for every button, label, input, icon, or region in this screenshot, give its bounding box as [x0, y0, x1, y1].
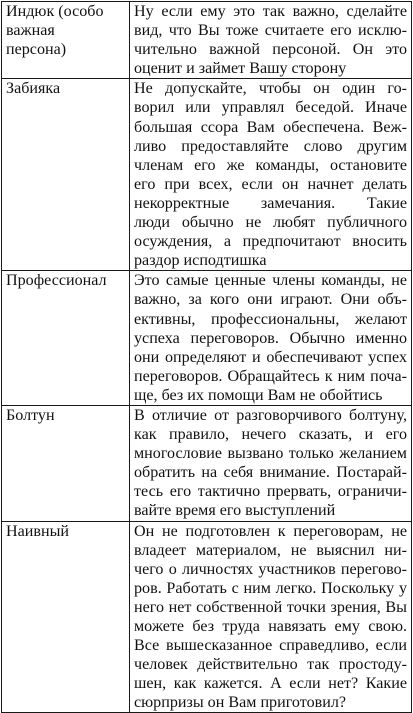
- advice-line: его при всех, если он начнет делать: [134, 175, 407, 193]
- advice-line: обратить на себя внимание. Постарай-: [134, 464, 407, 482]
- advice-line: Ну если ему это так важно, сделайте: [134, 3, 407, 20]
- advice-cell: [130, 521, 412, 713]
- advice-line: большая ссора Вам обеспечена. Веж-: [134, 118, 407, 136]
- advice-line: люди обычно не любят публичного: [134, 214, 407, 232]
- participant-type-line: Профессионал: [6, 272, 107, 290]
- advice-line: оценит и займет Вашу сторону: [134, 60, 347, 78]
- advice-line: успеха переговоров. Обычно именно: [134, 329, 407, 347]
- advice-line: тесь его тактично прервать, ограничи-: [134, 483, 407, 501]
- advice-line: Это самые ценные члены команды, не: [134, 272, 407, 290]
- participant-type-cell: [2, 79, 130, 271]
- negotiator-types-table: [1, 1, 412, 713]
- advice-line: как правило, нечего сказать, и его: [134, 426, 407, 444]
- table-body: [2, 2, 412, 713]
- advice-line: Не допускайте, чтобы он один го-: [134, 80, 407, 98]
- advice-cell: [130, 2, 412, 79]
- advice-line: важно, за кого они играют. Они объ-: [134, 291, 407, 309]
- advice-line: осуждения, а предпочитают вносить: [134, 233, 407, 251]
- advice-line: В отличие от разговорчивого болтуну,: [134, 406, 407, 424]
- advice-cell: [130, 271, 412, 406]
- advice-line: шен, как кажется. А если нет? Какие: [134, 675, 407, 693]
- advice-line: него нет собственной точки зрения, Вы: [134, 598, 407, 616]
- advice-line: некорректные замечания. Такие: [134, 194, 407, 212]
- advice-line: сюрпризы он Вам приготовил?: [134, 694, 347, 712]
- advice-cell: [130, 405, 412, 521]
- participant-type-cell: [2, 521, 130, 713]
- advice-line: ще, без их помощи Вам не обойтись: [134, 386, 383, 404]
- participant-type-line: важная: [6, 22, 55, 40]
- table-row: [2, 271, 412, 406]
- participant-type-cell: [2, 2, 130, 79]
- advice-line: раздор исподтишка: [134, 252, 267, 270]
- participant-type-line: персона): [6, 41, 67, 59]
- table-row: [2, 2, 412, 79]
- advice-line: чего о личностях участников перегово-: [134, 560, 407, 578]
- table-row: [2, 521, 412, 713]
- participant-type-line: Забияка: [6, 80, 61, 98]
- advice-line: они определяют и обеспечивают успех: [134, 348, 407, 366]
- advice-line: Он не подготовлен к переговорам, не: [134, 522, 407, 540]
- participant-type-cell: [2, 405, 130, 521]
- advice-line: можете без труда навязать ему свою.: [134, 618, 407, 635]
- participant-type-line: Индюк (особо: [6, 3, 104, 20]
- participant-type-line: Болтун: [6, 406, 55, 424]
- advice-line: вид, что Вы тоже считаете его исклю-: [134, 22, 407, 40]
- table-row: [2, 405, 412, 521]
- advice-line: членам его же команды, остановите: [134, 156, 407, 174]
- advice-line: Все вышесказанное справедливо, если: [134, 637, 407, 655]
- advice-cell: [130, 79, 412, 271]
- advice-line: ливо предоставляйте слово другим: [134, 137, 407, 155]
- advice-line: человек действительно так простоду-: [134, 656, 407, 674]
- advice-line: вайте время его выступлений: [134, 502, 336, 520]
- advice-line: владеет материалом, не выяснил ни-: [134, 541, 407, 559]
- advice-line: ективны, профессиональны, желают: [134, 310, 407, 328]
- table-row: [2, 79, 412, 271]
- advice-line: ров. Работать с ним легко. Поскольку у: [134, 579, 407, 597]
- participant-type-cell: [2, 271, 130, 406]
- advice-line: переговоров. Обращайтесь к ним поча-: [134, 367, 407, 385]
- advice-line: многословие вызвано только желанием: [134, 445, 407, 463]
- advice-line: ворил или управлял беседой. Иначе: [134, 99, 407, 117]
- participant-type-line: Наивный: [6, 522, 70, 540]
- advice-line: чительно важной персоной. Он это: [134, 41, 407, 59]
